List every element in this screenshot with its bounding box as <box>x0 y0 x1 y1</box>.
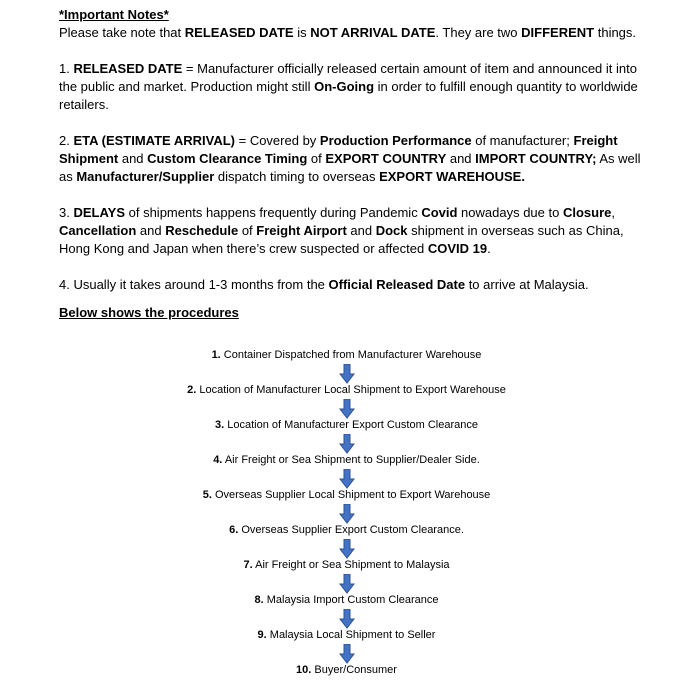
procedure-step-2 <box>0 382 693 398</box>
down-arrow-icon <box>339 504 355 524</box>
note-2: 2. ETA (ESTIMATE ARRIVAL) = Covered by Production Performance of manufacturer; Freight Shipment and Custom Clearance Timing of EXPORT COUNTRY and IMPORT COUNTRY; As well as Manufacturer/Supplier dispatch timing to overseas EXPORT WAREHOUSE. <box>59 133 641 184</box>
procedure-step-6 <box>0 522 693 538</box>
step-text: Air Freight or Sea Shipment to Malaysia <box>252 559 450 571</box>
down-arrow-icon <box>339 539 355 559</box>
step-number: 2. <box>187 384 197 396</box>
procedures-title: Below shows the procedures <box>59 305 239 320</box>
procedure-step-9 <box>0 627 693 643</box>
step-text: Overseas Supplier Local Shipment to Export Warehouse <box>211 489 491 501</box>
step-number: 6. <box>229 524 239 536</box>
step-number: 1. <box>211 349 221 361</box>
step-text: Malaysia Local Shipment to Seller <box>266 629 436 641</box>
step-number: 10. <box>296 664 312 676</box>
down-arrow-icon <box>339 469 355 489</box>
procedure-step-1 <box>0 347 693 363</box>
procedure-step-5 <box>0 487 693 503</box>
down-arrow-icon <box>339 434 355 454</box>
step-number: 3. <box>215 419 225 431</box>
procedure-step-7 <box>0 557 693 573</box>
step-text: Malaysia Import Custom Clearance <box>263 594 439 606</box>
step-text: Overseas Supplier Export Custom Clearance. <box>238 524 464 536</box>
step-text: Container Dispatched from Manufacturer Warehouse <box>220 349 482 361</box>
step-number: 8. <box>254 594 264 606</box>
down-arrow-icon <box>339 644 355 664</box>
down-arrow-icon <box>339 609 355 629</box>
procedure-step-3 <box>0 417 693 433</box>
procedure-step-10 <box>0 662 693 678</box>
step-number: 7. <box>243 559 253 571</box>
intro-paragraph: Please take note that RELEASED DATE is NOT ARRIVAL DATE. They are two DIFFERENT things. <box>59 25 637 40</box>
step-number: 9. <box>257 629 267 641</box>
note-3: 3. DELAYS of shipments happens frequently during Pandemic Covid nowadays due to Closure, Cancellation and Reschedule of Freight Airport and Dock shipment in overseas such as China, Hong Kong and Japan when there’s crew suspected or affected COVID 19. <box>59 205 624 256</box>
step-number: 5. <box>202 489 212 501</box>
note-4: 4. Usually it takes around 1-3 months from the Official Released Date to arrive at Malaysia. <box>59 277 589 292</box>
step-number: 4. <box>213 454 223 466</box>
important-notes <box>59 6 649 322</box>
down-arrow-icon <box>339 399 355 419</box>
down-arrow-icon <box>339 574 355 594</box>
down-arrow-icon <box>339 364 355 384</box>
step-text: Air Freight or Sea Shipment to Supplier/Dealer Side. <box>222 454 480 466</box>
procedure-step-8 <box>0 592 693 608</box>
step-text: Location of Manufacturer Local Shipment to Export Warehouse <box>196 384 506 396</box>
note-1: 1. RELEASED DATE = Manufacturer officially released certain amount of item and announced it into the public and market. Production might still On-Going in order to fulfill enough quantity to worldwide retailers. <box>59 61 638 112</box>
step-text: Buyer/Consumer <box>311 664 397 676</box>
step-text: Location of Manufacturer Export Custom Clearance <box>224 419 478 431</box>
notes-title: *Important Notes* <box>59 7 169 22</box>
procedure-step-4 <box>0 452 693 468</box>
